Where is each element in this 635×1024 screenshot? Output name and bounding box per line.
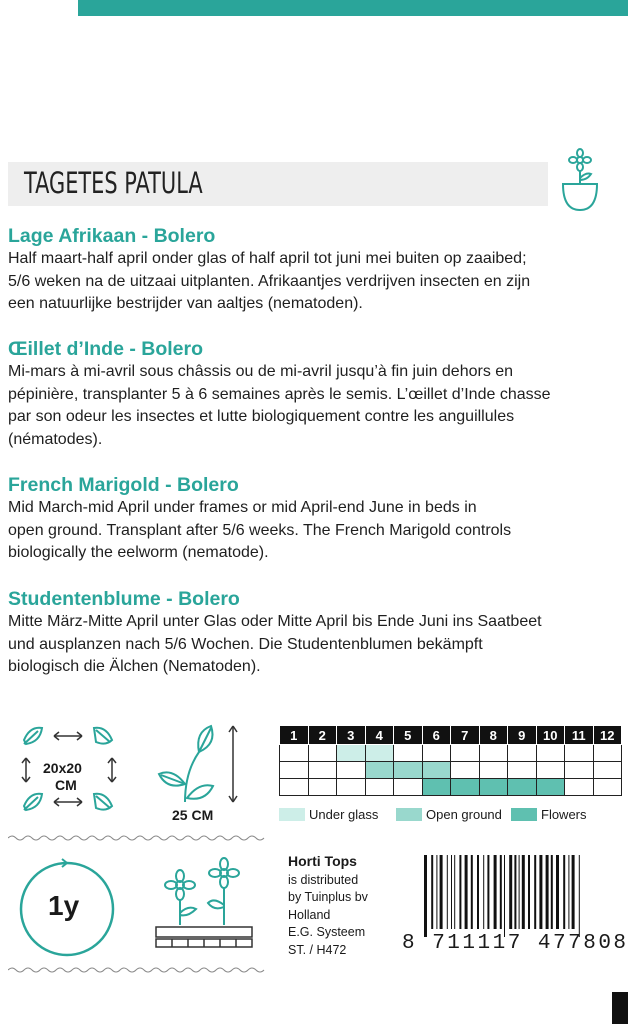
month-cell: 9 [508,726,537,745]
barcode-bar [451,855,452,929]
calendar-cell [280,762,309,779]
legend-swatch [279,808,305,821]
barcode-bar [487,855,489,929]
calendar-body [280,745,622,796]
barcode-bar [436,855,437,929]
calendar-cell [394,762,423,779]
barcode-bar [579,855,580,937]
legend-under-glass: Under glass [279,806,378,822]
barcode-bar [494,855,497,929]
legend-open-ground: Open ground [396,806,502,822]
month-cell: 10 [536,726,565,745]
calendar-cell [536,745,565,762]
lifecycle-label: 1y [48,890,80,921]
month-cell: 7 [451,726,480,745]
barcode-bar [500,855,502,929]
barcode-bar [509,855,512,929]
barcode-bar [477,855,479,929]
calendar-cell [394,779,423,796]
section-heading: Œillet d’Inde - Bolero [8,338,204,360]
calendar-cell [308,762,337,779]
calendar-cell [565,762,594,779]
calendar-cell [394,745,423,762]
barcode-bar [551,855,553,929]
section-english [8,473,630,565]
barcode-bar [519,855,520,929]
calendar-cell [365,762,394,779]
legend-swatch [511,808,537,821]
calendar-cell [593,745,622,762]
calendar-row [280,745,622,762]
barcode-number: 8 711117 477808 [402,932,629,955]
seedling-tray-icon [152,855,257,951]
barcode-bar [568,855,569,929]
calendar-cell [593,779,622,796]
calendar-cell [508,745,537,762]
barcode-bar [459,855,461,929]
month-cell: 5 [394,726,423,745]
calendar-cell [308,779,337,796]
calendar-cell [479,745,508,762]
barcode-bar [572,855,575,929]
calendar-row [280,762,622,779]
barcode-bar [534,855,536,929]
calendar-cell [422,745,451,762]
plant-height-icon [155,722,250,808]
wavy-divider [8,965,266,975]
calendar-cell [451,762,480,779]
barcode-bar [522,855,525,929]
calendar-cell [280,779,309,796]
section-french [8,337,630,451]
barcode-bar [483,855,484,929]
title-band [8,162,548,206]
calendar-cell [508,762,537,779]
calendar-cell [536,762,565,779]
legend-swatch [396,808,422,821]
legend-flowers: Flowers [511,806,587,822]
calendar-cell [565,745,594,762]
section-dutch [8,224,630,316]
calendar-cell [422,762,451,779]
spacing-value: 20x20 [43,760,82,776]
calendar-row [280,779,622,796]
calendar-cell [536,779,565,796]
brand-name: Horti Tops [288,853,357,869]
calendar-cell [593,762,622,779]
month-cell: 6 [422,726,451,745]
section-text: Mitte März-Mitte April unter Glas oder Mitte April bis Ende Juni ins Saatbeet und ausplanzen nach 5/6 Wochen. Die Studentenblumen bekämpft biologisch die Älchen (Nematoden). [8,613,542,675]
section-heading: Studentenblume - Bolero [8,588,240,610]
month-cell: 1 [280,726,309,745]
month-header-row [280,726,622,745]
height-value: 25 CM [172,807,214,823]
barcode-bar [447,855,448,929]
barcode-bar [504,855,505,937]
month-cell: 3 [337,726,366,745]
barcode-bar [440,855,443,929]
calendar-cell [479,779,508,796]
section-heading: Lage Afrikaan - Bolero [8,225,216,247]
potted-flower-icon [553,148,609,214]
month-cell: 2 [308,726,337,745]
barcode-bar [563,855,565,929]
barcode-bar [471,855,473,929]
month-cell: 4 [365,726,394,745]
barcode-bar [454,855,455,929]
top-accent-bar [78,0,628,16]
spacing-unit: CM [55,777,77,793]
section-german [8,587,630,679]
barcode-bar [539,855,542,929]
barcode-bar [424,855,427,937]
calendar-cell [422,779,451,796]
section-text: Mi-mars à mi-avril sous châssis ou de mi-avril jusqu’à fin juin dehors en pépinière, transplanter 5 à 6 semaines après le semis. L’œillet d’Inde chasse par son odeur les insectes et lutte biologiquement contre les anguillules (nématodes). [8,363,551,448]
calendar-cell [451,779,480,796]
calendar-cell [365,779,394,796]
barcode-bar [528,855,530,929]
barcode-bar [556,855,559,929]
barcode-bar [431,855,433,929]
species-title: TAGETES PATULA [24,166,203,200]
calendar-cell [479,762,508,779]
calendar-cell [365,745,394,762]
month-cell: 8 [479,726,508,745]
barcode-bar [514,855,516,929]
calendar-cell [565,779,594,796]
barcode-bar [546,855,549,929]
barcode-bar [465,855,468,929]
corner-mark [612,992,628,1024]
calendar-cell [337,779,366,796]
calendar-cell [508,779,537,796]
distributor-info: Horti Tops is distributed by Tuinplus bv Holland E.G. Systeem ST. / H472 [288,853,368,957]
sowing-calendar [279,725,622,796]
month-cell: 11 [565,726,594,745]
calendar-cell [337,762,366,779]
wavy-divider [8,833,266,843]
section-text: Mid March-mid April under frames or mid April-end June in beds in open ground. Transplant after 5/6 weeks. The French Marigold controls biologically the eelworm (nematode). [8,499,512,561]
calendar-cell [280,745,309,762]
calendar-cell [308,745,337,762]
section-heading: French Marigold - Bolero [8,474,239,496]
month-cell: 12 [593,726,622,745]
calendar-cell [451,745,480,762]
section-text: Half maart-half april onder glas of half april tot juni mei buiten op zaaibed; 5/6 weken na de uitzaai uitplanten. Afrikaantjes verdrijven insecten en zijn een natuurlijke bestrijder van aaltjes (nematoden). [8,250,531,312]
calendar-cell [337,745,366,762]
